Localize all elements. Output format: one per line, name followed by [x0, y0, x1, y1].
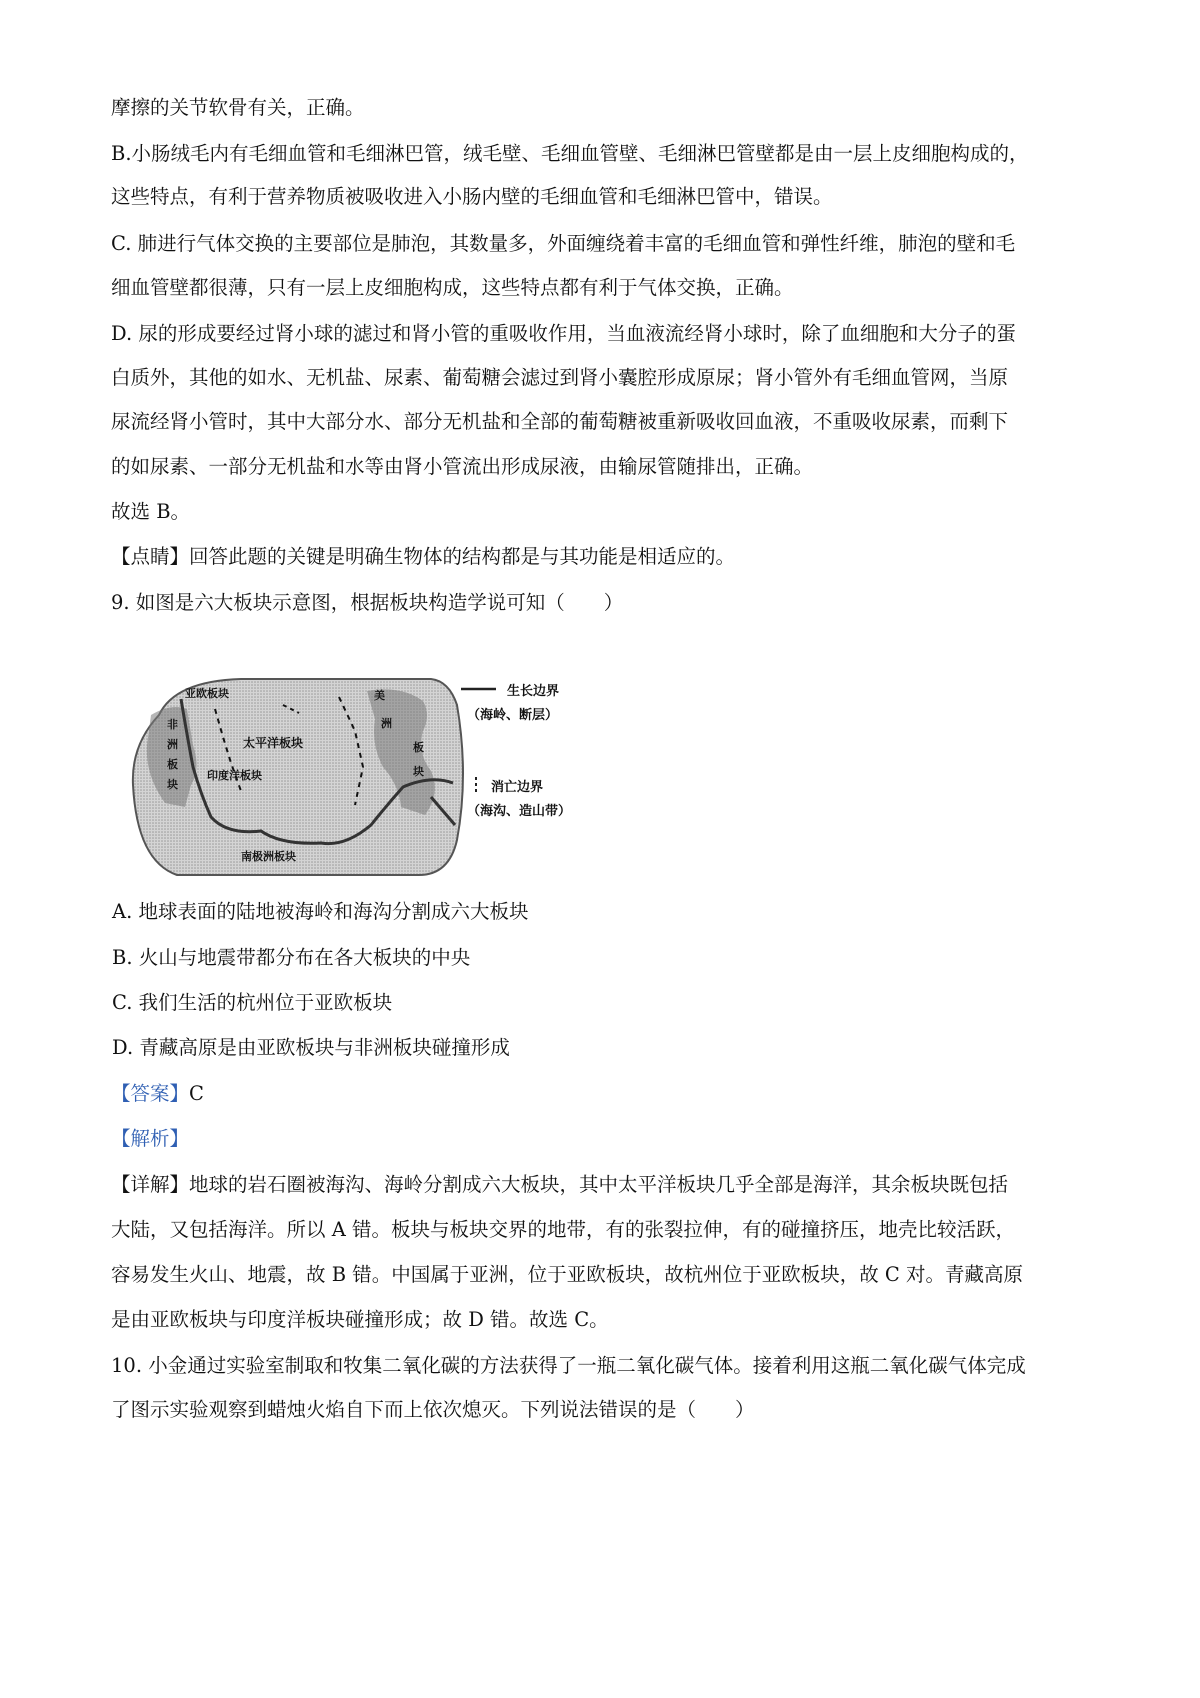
plate-label-africa: 非 [167, 718, 178, 731]
paragraph-line: 白质外，其他的如水、无机盐、尿素、葡萄糖会滤过到肾小囊腔形成原尿；肾小管外有毛细血管网，当原 [111, 366, 1009, 389]
plate-label-africa: 洲 [167, 738, 178, 751]
paragraph-line: 细血管壁都很薄，只有一层上皮细胞构成，这些特点都有利于气体交换，正确。 [111, 276, 794, 299]
analysis-tag: 【解析】 [111, 1127, 190, 1150]
paragraph-line: C. 肺进行气体交换的主要部位是肺泡，其数量多，外面缠绕着丰富的毛细血管和弹性纤维，肺泡的壁和毛 [111, 232, 1016, 255]
option-d: D. 青藏高原是由亚欧板块与非洲板块碰撞形成 [112, 1036, 510, 1059]
option-a: A. 地球表面的陆地被海岭和海沟分割成六大板块 [112, 900, 529, 923]
plate-label-america: 板 [413, 741, 424, 754]
answer-tag: 【答案】 [111, 1082, 190, 1105]
plate-label-africa: 板 [167, 758, 178, 771]
paragraph-line: 【点睛】回答此题的关键是明确生物体的结构都是与其功能是相适应的。 [111, 545, 736, 568]
question-10-stem: 了图示实验观察到蜡烛火焰自下而上依次熄灭。下列说法错误的是（ ） [111, 1398, 755, 1421]
answer-value: C [189, 1082, 204, 1105]
detail-line: 容易发生火山、地震，故 B 错。中国属于亚洲，位于亚欧板块，故杭州位于亚欧板块，故 C 对。青藏高原 [111, 1263, 1024, 1286]
legend-growth-note: （海岭、断层） [467, 708, 559, 723]
paragraph-line: 尿流经肾小管时，其中大部分水、部分无机盐和全部的葡萄糖被重新吸收回血液，不重吸收尿素，而剩下 [111, 410, 1009, 433]
plate-label-africa: 块 [167, 778, 178, 791]
question-9-stem: 9. 如图是六大板块示意图，根据板块构造学说可知（ ） [111, 591, 624, 614]
detail-line: 【详解】地球的岩石圈被海沟、海岭分割成六大板块，其中太平洋板块几乎全部是海洋，其余板块既包括 [111, 1173, 1009, 1196]
option-c: C. 我们生活的杭州位于亚欧板块 [112, 991, 393, 1014]
paragraph-line: 的如尿素、一部分无机盐和水等由肾小管流出形成尿液，由输尿管随排出，正确。 [111, 455, 814, 478]
legend-subduction-label: 消亡边界 [491, 780, 544, 795]
plate-label-pacific: 太平洋板块 [243, 736, 304, 750]
paragraph-line: 故选 B。 [111, 500, 191, 523]
plate-label-america: 美 [374, 689, 385, 702]
plate-map-figure [131, 675, 611, 880]
legend-subduction-note: （海沟、造山带） [467, 804, 572, 819]
paragraph-line: D. 尿的形成要经过肾小球的滤过和肾小管的重吸收作用，当血液流经肾小球时，除了血细胞和大分子的蛋 [111, 322, 1016, 345]
plate-label-eurasia: 亚欧板块 [185, 687, 229, 700]
paragraph-line: 摩擦的关节软骨有关，正确。 [111, 96, 365, 119]
plate-label-america: 块 [413, 765, 424, 778]
paragraph-line: B.小肠绒毛内有毛细血管和毛细淋巴管，绒毛壁、毛细血管壁、毛细淋巴管壁都是由一层上皮细胞构成的， [111, 142, 1029, 165]
option-b: B. 火山与地震带都分布在各大板块的中央 [112, 946, 471, 969]
plate-label-antarctic: 南极洲板块 [241, 850, 296, 863]
detail-line: 是由亚欧板块与印度洋板块碰撞形成；故 D 错。故选 C。 [111, 1308, 609, 1331]
answer-line [111, 1081, 204, 1107]
paragraph-line: 这些特点，有利于营养物质被吸收进入小肠内壁的毛细血管和毛细淋巴管中，错误。 [111, 185, 833, 208]
plate-label-america: 洲 [381, 717, 392, 730]
legend-growth-label: 生长边界 [507, 684, 560, 699]
plate-label-indian: 印度洋板块 [207, 769, 262, 782]
detail-line: 大陆，又包括海洋。所以 A 错。板块与板块交界的地带，有的张裂拉伸，有的碰撞挤压，地壳比较活跃， [111, 1218, 1015, 1241]
question-10-stem: 10. 小金通过实验室制取和牧集二氧化碳的方法获得了一瓶二氧化碳气体。接着利用这瓶二氧化碳气体完成 [111, 1354, 1026, 1377]
